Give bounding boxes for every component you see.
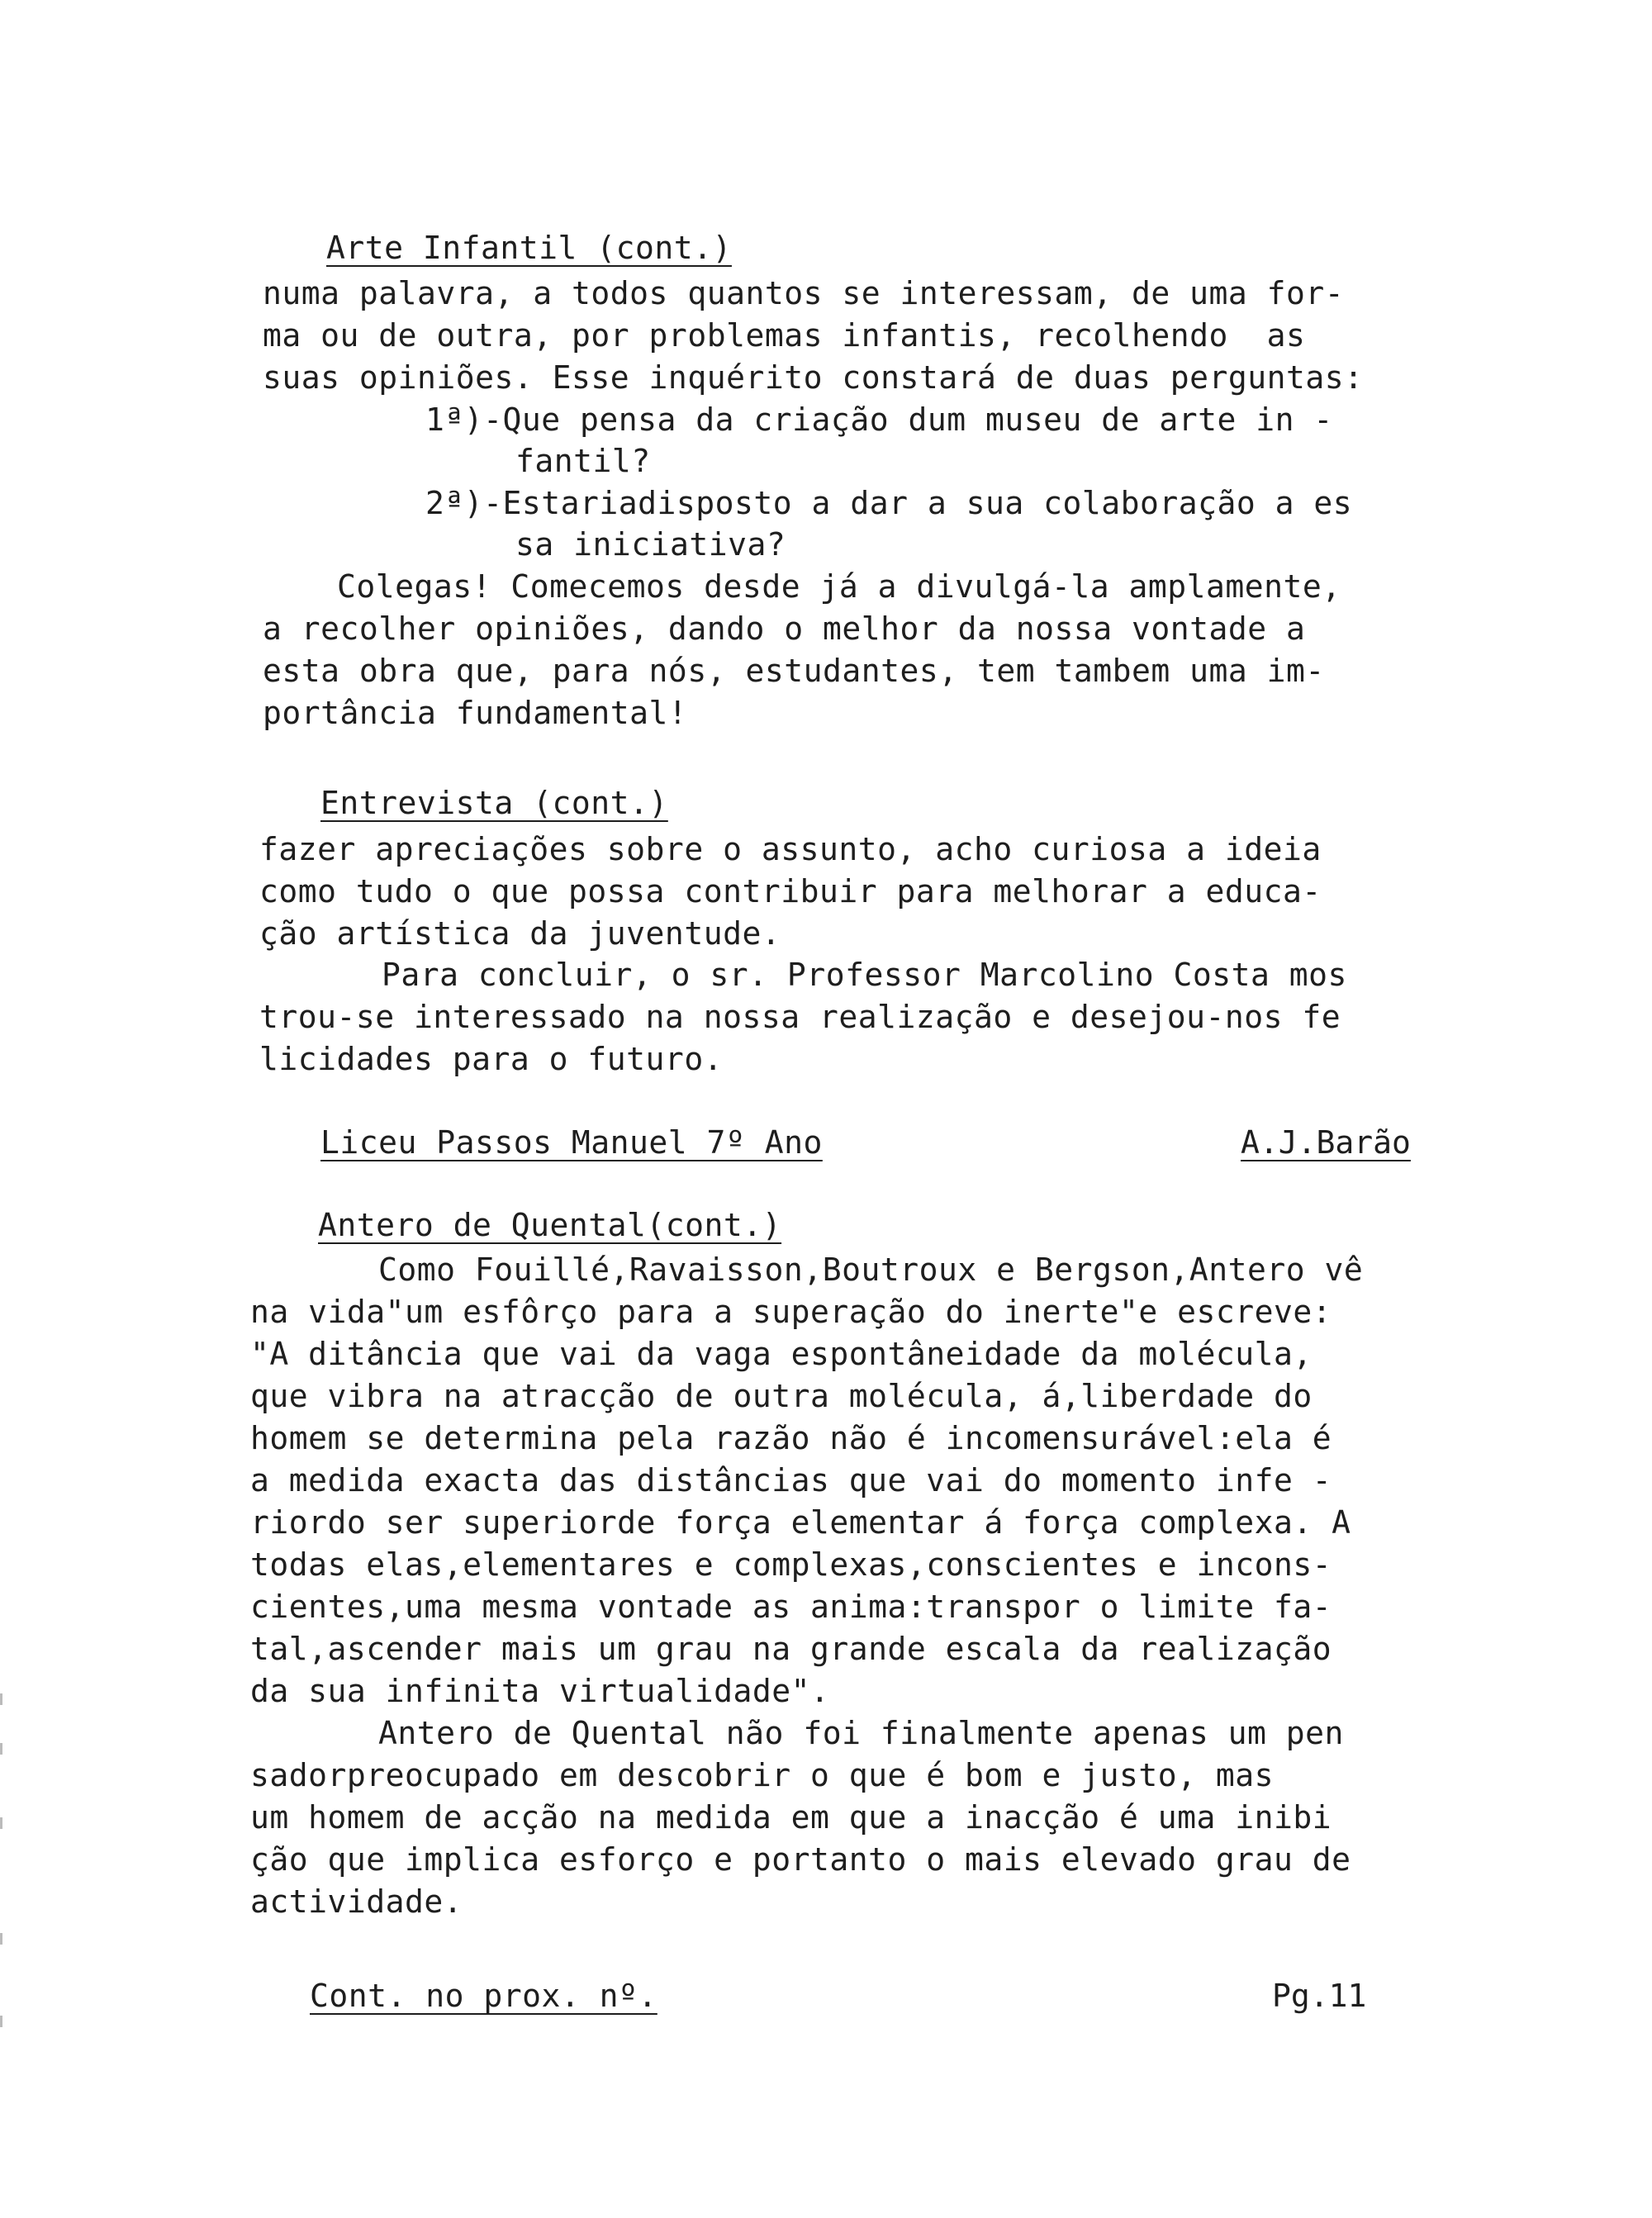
text-line: ma ou de outra, por problemas infantis, recolhendo as <box>263 317 1306 354</box>
text-line: todas elas,elementares e complexas,conscientes e incons- <box>250 1546 1332 1583</box>
text-line: ção artística da juventude. <box>259 915 781 952</box>
page-number: Pg.11 <box>1272 1978 1367 2014</box>
text-line: riordo ser superiorde força elementar á força complexa. A <box>250 1504 1351 1541</box>
text-line: fantil? <box>515 443 651 479</box>
text-line: a medida exacta das distâncias que vai do momento infe - <box>250 1462 1332 1498</box>
text-line: sa iniciativa? <box>515 526 786 563</box>
text-line: a recolher opiniões, dando o melhor da nossa vontade a <box>263 610 1306 647</box>
text-line: 2ª)-Estariadisposto a dar a sua colaboração a es <box>425 485 1353 521</box>
text-line: suas opiniões. Esse inquérito constará de duas perguntas: <box>263 359 1364 396</box>
text-line: licidades para o futuro. <box>259 1041 724 1077</box>
text-line: Colegas! Comecemos desde já a divulgá-la amplamente, <box>337 568 1341 605</box>
school-signature: Liceu Passos Manuel 7º Ano <box>320 1124 823 1161</box>
section-heading-arte-infantil: Arte Infantil (cont.) <box>326 230 732 266</box>
scan-mark <box>0 1693 2 1705</box>
text-line: 1ª)-Que pensa da criação dum museu de arte in - <box>425 401 1333 438</box>
text-line: na vida"um esfôrço para a superação do inerte"e escreve: <box>250 1294 1332 1330</box>
text-line: um homem de acção na medida em que a inacção é uma inibi <box>250 1799 1332 1836</box>
author-signature: A.J.Barão <box>1241 1124 1411 1161</box>
continuation-note: Cont. no prox. nº. <box>310 1978 657 2014</box>
scan-mark <box>0 1933 2 1945</box>
text-line: fazer apreciações sobre o assunto, acho curiosa a ideia <box>259 831 1322 867</box>
scan-mark <box>0 1743 2 1755</box>
scan-mark <box>0 1817 2 1829</box>
text-line: como tudo o que possa contribuir para melhorar a educa- <box>259 873 1322 910</box>
text-line: actividade. <box>250 1883 463 1920</box>
text-line: "A ditância que vai da vaga espontâneidade da molécula, <box>250 1336 1313 1372</box>
scan-mark <box>0 2016 2 2027</box>
text-line: Antero de Quental não foi finalmente apenas um pen <box>378 1715 1344 1751</box>
text-line: cientes,uma mesma vontade as anima:transpor o limite fa- <box>250 1589 1332 1625</box>
section-heading-entrevista: Entrevista (cont.) <box>320 785 668 821</box>
text-line: Para concluir, o sr. Professor Marcolino Costa mos <box>382 957 1347 993</box>
text-line: sadorpreocupado em descobrir o que é bom e justo, mas <box>250 1757 1275 1793</box>
text-line: que vibra na atracção de outra molécula, á,liberdade do <box>250 1378 1313 1414</box>
text-line: ção que implica esforço e portanto o mais elevado grau de <box>250 1841 1351 1878</box>
text-line: homem se determina pela razão não é incomensurável:ela é <box>250 1420 1332 1456</box>
text-line: da sua infinita virtualidade". <box>250 1673 830 1709</box>
text-line: tal,ascender mais um grau na grande escala da realização <box>250 1631 1332 1667</box>
text-line: Como Fouillé,Ravaisson,Boutroux e Bergson,Antero vê <box>378 1251 1364 1288</box>
text-line: numa palavra, a todos quantos se interessam, de uma for- <box>263 275 1345 311</box>
text-line: trou-se interessado na nossa realização e desejou-nos fe <box>259 999 1341 1035</box>
section-heading-antero-de-quental: Antero de Quental(cont.) <box>318 1207 782 1243</box>
text-line: portância fundamental! <box>263 695 688 731</box>
text-line: esta obra que, para nós, estudantes, tem tambem uma im- <box>263 653 1325 689</box>
